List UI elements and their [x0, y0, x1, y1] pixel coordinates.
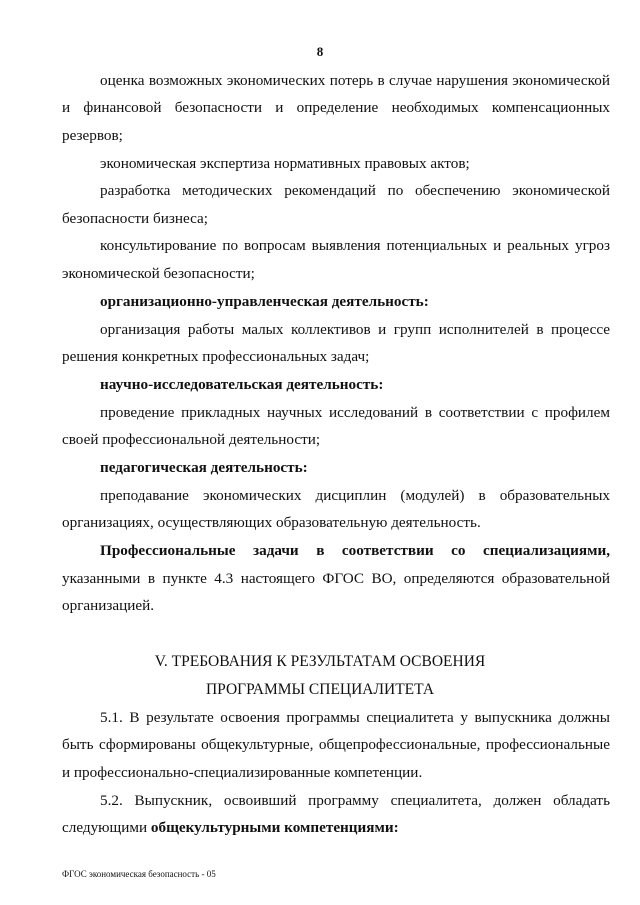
- text-line: быть сформированы общекультурные, общепрофессиональные, профессиональные: [62, 736, 610, 753]
- text-line: консультирование по вопросам выявления потенциальных и реальных угроз: [100, 237, 610, 254]
- text-line: и финансовой безопасности и определение необходимых компенсационных: [62, 99, 610, 116]
- text-line: проведение прикладных научных исследований в соответствии с профилем: [100, 404, 610, 421]
- text-line: разработка методических рекомендаций по обеспечению экономической: [100, 182, 610, 199]
- text-line: организация работы малых коллективов и групп исполнителей в процессе: [100, 321, 610, 338]
- text-line: решения конкретных профессиональных задач;: [62, 348, 370, 365]
- text-line: преподавание экономических дисциплин (модулей) в образовательных: [100, 487, 610, 504]
- text-line: [62, 818, 610, 838]
- text-fragment: следующими: [62, 819, 151, 836]
- text-line: оценка возможных экономических потерь в случае нарушения экономической: [100, 72, 610, 89]
- section-heading: организационно-управленческая деятельность:: [100, 293, 429, 310]
- text-line: 5.1. В результате освоения программы специалитета у выпускника должны: [100, 709, 610, 726]
- text-line: организациях, осуществляющих образовательную деятельность.: [62, 514, 481, 531]
- text-line: своей профессиональной деятельности;: [62, 431, 321, 448]
- text-line: экономической безопасности;: [62, 265, 255, 282]
- text-line: 5.2. Выпускник, освоивший программу специалитета, должен обладать: [100, 792, 610, 809]
- chapter-heading-line-1: V. ТРЕБОВАНИЯ К РЕЗУЛЬТАТАМ ОСВОЕНИЯ: [154, 653, 486, 670]
- text-line: и профессионально-специализированные компетенции.: [62, 764, 423, 781]
- text-line: организацией.: [62, 597, 155, 614]
- text-line: безопасности бизнеса;: [62, 210, 208, 227]
- text-line: экономическая экспертиза нормативных правовых актов;: [100, 155, 470, 172]
- text-line: резервов;: [62, 127, 123, 144]
- bold-text-line: Профессиональные задачи в соответствии со специализациями,: [100, 542, 610, 559]
- section-heading: научно-исследовательская деятельность:: [100, 376, 384, 393]
- page-number: 8: [316, 44, 324, 59]
- chapter-heading-line-2: ПРОГРАММЫ СПЕЦИАЛИТЕТА: [205, 681, 435, 698]
- footer: ФГОС экономическая безопасность - 05: [62, 869, 216, 879]
- section-heading: педагогическая деятельность:: [100, 459, 308, 476]
- bold-term: общекультурными компетенциями:: [150, 819, 399, 836]
- text-line: указанными в пункте 4.3 настоящего ФГОС ВО, определяются образовательной: [62, 570, 610, 587]
